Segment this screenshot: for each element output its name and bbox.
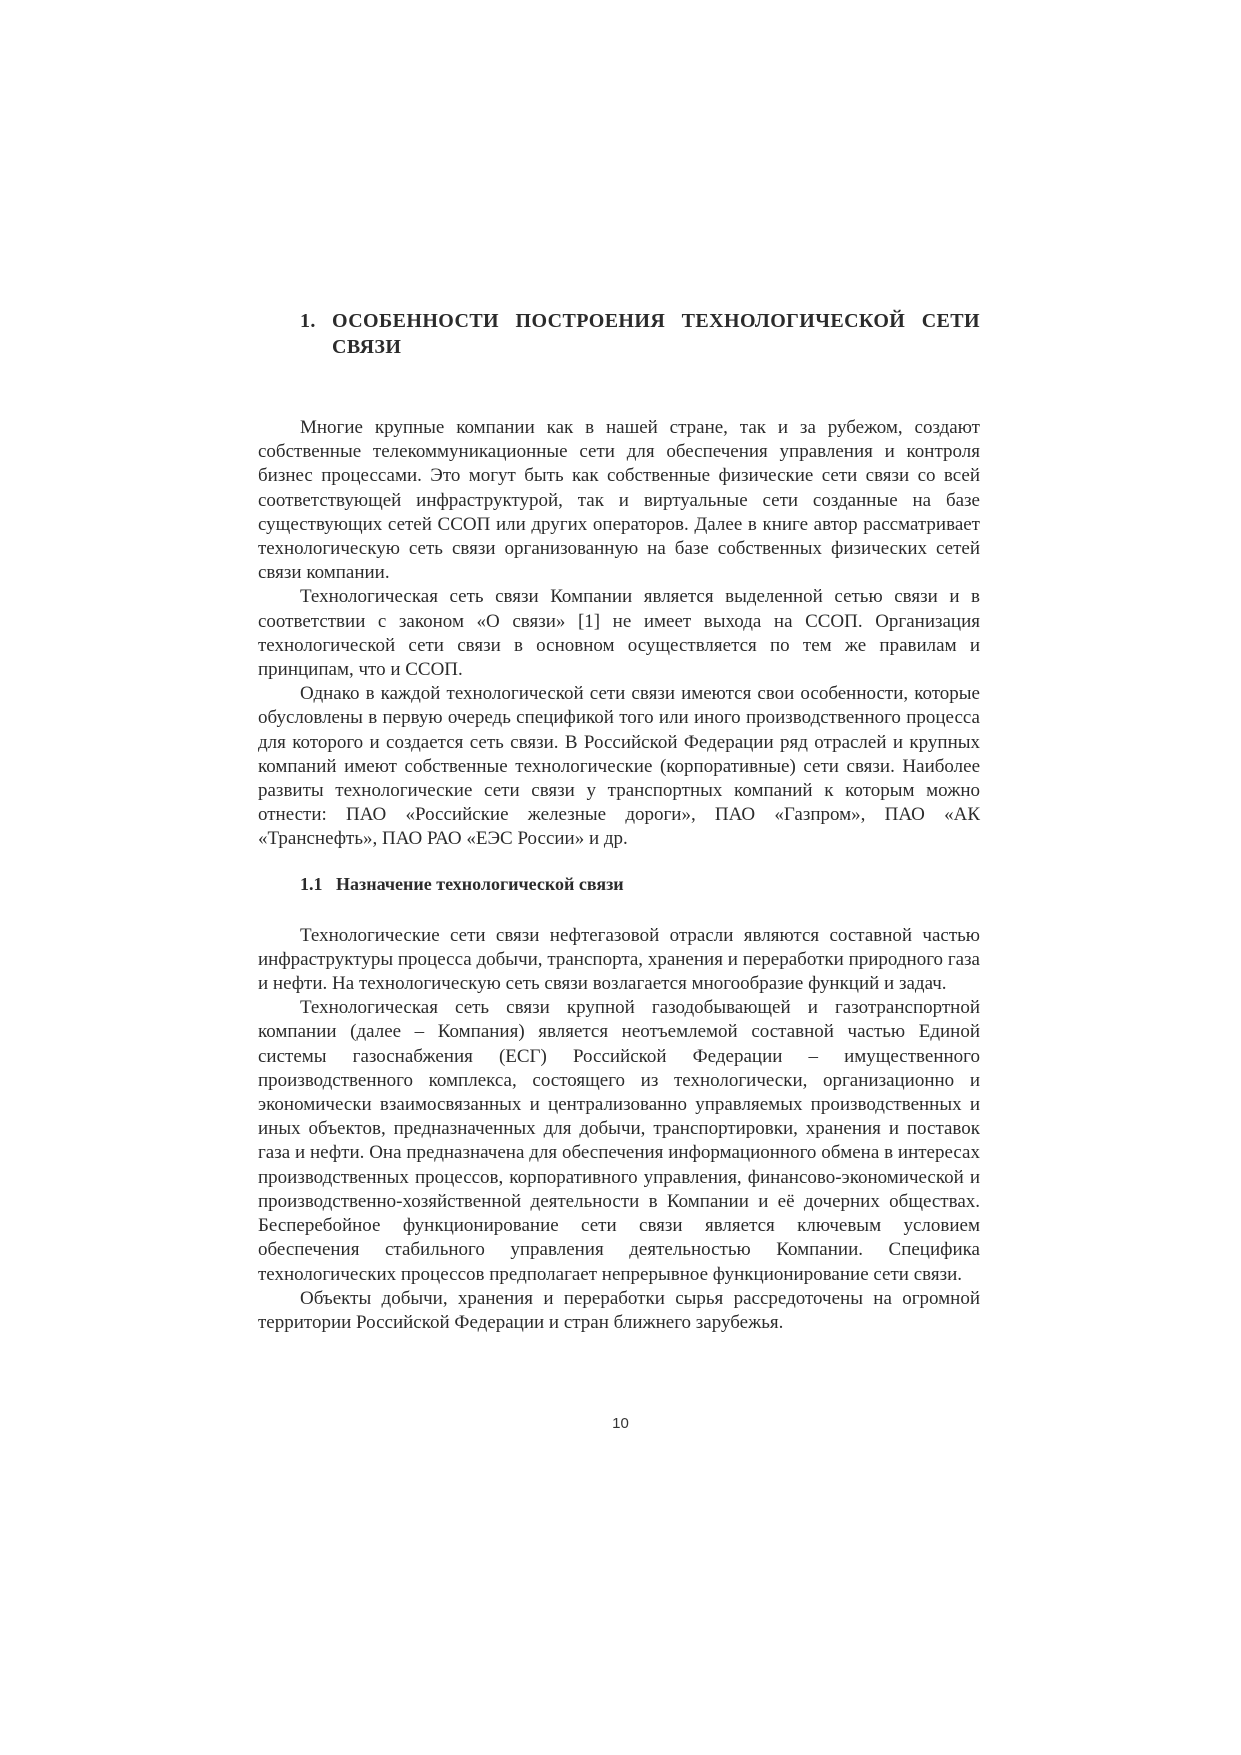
- paragraph: Технологическая сеть связи крупной газодобывающей и газотранспортной компании (далее – Компания) является неотъемлемой составной частью Единой системы газоснабжения (ЕСГ) Российской Федерации – имущественного производственного комплекса, состоящего из технологически, организационно и экономически взаимосвязанных и централизованно управляемых производственных и иных объектов, предназначенных для добычи, транспортировки, хранения и поставок газа и нефти. Она предназначена для обеспечения информационного обмена в интересах производственных процессов, корпоративного управления, финансово-экономической и производственно-хозяйственной деятельности в Компании и её дочерних обществах. Бесперебойное функционирование сети связи является ключевым условием обеспечения стабильного управления деятельностью Компании. Специфика технологических процессов предполагает непрерывное функционирование сети связи.: [258, 997, 980, 1285]
- section-title: Назначение технологической связи: [336, 873, 624, 894]
- paragraph: Объекты добычи, хранения и переработки сырья рассредоточены на огромной территории Российской Федерации и стран ближнего зарубежья.: [258, 1287, 980, 1333]
- chapter-title: ОСОБЕННОСТИ ПОСТРОЕНИЯ ТЕХНОЛОГИЧЕСКОЙ СЕТИ СВЯЗИ: [332, 310, 980, 358]
- chapter-number: 1.: [300, 310, 316, 332]
- section-heading: [300, 872, 980, 896]
- chapter-heading: [258, 308, 980, 386]
- paragraph: Технологические сети связи нефтегазовой отрасли являются составной частью инфраструктуры процесса добычи, транспорта, хранения и переработки природного газа и нефти. На технологическую сеть связи возлагается многообразие функций и задач.: [258, 924, 980, 995]
- paragraph: Однако в каждой технологической сети связи имеются свои особенности, которые обусловлены в первую очередь спецификой того или иного производственного процесса для которого и создается сеть связи. В Российской Федерации ряд отраслей и крупных компаний имеют собственные технологические (корпоративные) сети связи. Наиболее развиты технологические сети связи у транспортных компаний к которым можно отнести: ПАО «Российские железные дороги», ПАО «Газпром», ПАО «АК «Транснефть», ПАО РАО «ЕЭС России» и др.: [258, 683, 980, 850]
- page-content: [258, 308, 980, 1335]
- paragraph: Многие крупные компании как в нашей стране, так и за рубежом, создают собственные телекоммуникационные сети для обеспечения управления и контроля бизнес процессами. Это могут быть как собственные физические сети связи со всей соответствующей инфраструктурой, так и виртуальные сети созданные на базе существующих сетей ССОП или других операторов. Далее в книге автор рассматривает технологическую сеть связи организованную на базе собственных физических сетей связи компании.: [258, 417, 980, 584]
- section-number: 1.1: [300, 873, 323, 894]
- paragraph: Технологическая сеть связи Компании является выделенной сетью связи и в соответствии с законом «О связи» [1] не имеет выхода на ССОП. Организация технологической сети связи в основном осуществляется по тем же правилам и принципам, что и ССОП.: [258, 586, 980, 681]
- page-number: 10: [612, 1415, 629, 1432]
